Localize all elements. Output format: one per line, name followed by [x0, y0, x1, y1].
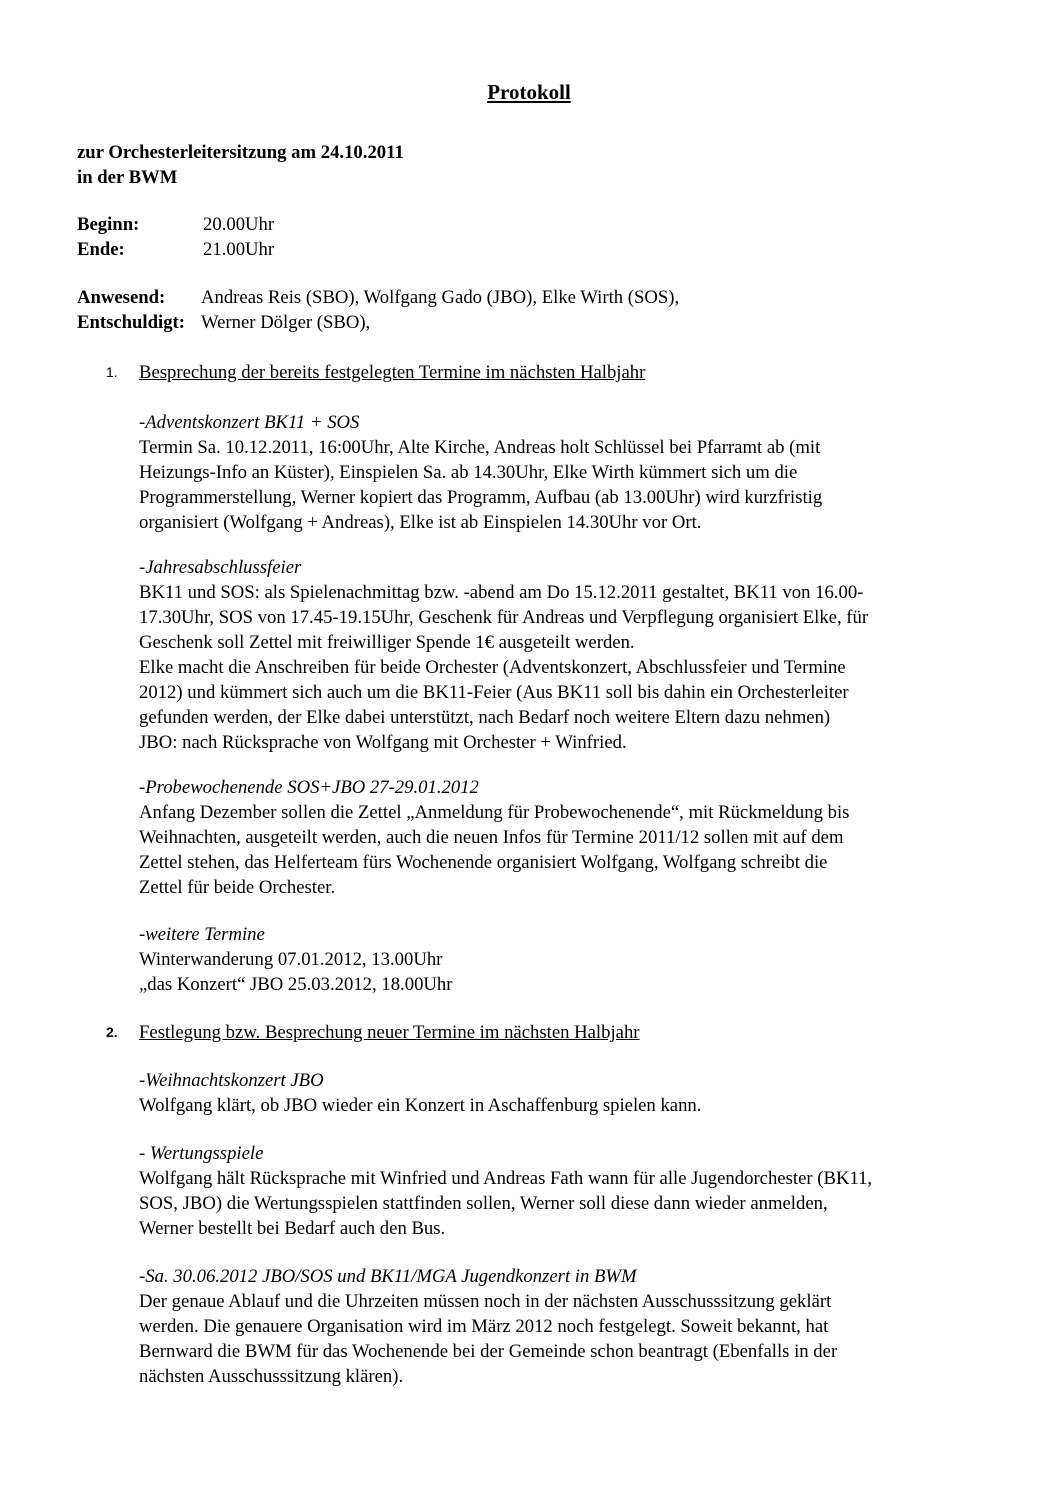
present-row [77, 285, 679, 310]
end-row [77, 237, 274, 262]
item-subtitle: - Wertungsspiele [139, 1143, 264, 1164]
section-1-heading [106, 360, 645, 385]
item-subtitle: -Jahresabschlussfeier [139, 557, 302, 578]
section-2-title: Festlegung bzw. Besprechung neuer Termine im nächsten Halbjahr [139, 1022, 640, 1043]
meeting-info [77, 140, 404, 190]
attendance [77, 285, 679, 335]
item-line: Zettel für beide Orchester. [139, 877, 336, 898]
excused-label: Entschuldigt: [77, 312, 186, 333]
begin-row [77, 212, 274, 237]
agenda-item-weitere-termine [139, 922, 999, 997]
agenda-item-adventskonzert [139, 410, 999, 535]
meeting-line-1: zur Orchesterleitersitzung am 24.10.2011 [77, 142, 404, 163]
end-value: 21.00Uhr [203, 239, 275, 260]
item-line: Termin Sa. 10.12.2011, 16:00Uhr, Alte Kirche, Andreas holt Schlüssel bei Pfarramt ab (mit [139, 437, 821, 458]
document-title: Protokoll [487, 80, 571, 104]
item-line: Geschenk soll Zettel mit freiwilliger Spende 1€ ausgeteilt werden. [139, 632, 635, 653]
present-value: Andreas Reis (SBO), Wolfgang Gado (JBO), Elke Wirth (SOS), [201, 287, 680, 308]
end-label: Ende: [77, 239, 125, 260]
agenda-item-jugendkonzert [139, 1264, 999, 1389]
meeting-line-2: in der BWM [77, 167, 178, 188]
item-line: Anfang Dezember sollen die Zettel „Anmeldung für Probewochenende“, mit Rückmeldung bis [139, 802, 850, 823]
item-line: Heizungs-Info an Küster), Einspielen Sa. ab 14.30Uhr, Elke Wirth kümmert sich um die [139, 462, 798, 483]
item-line: werden. Die genauere Organisation wird im März 2012 noch festgelegt. Soweit bekannt, hat [139, 1316, 829, 1337]
item-line: 2012) und kümmert sich auch um die BK11-Feier (Aus BK11 soll bis dahin ein Orchesterleiter [139, 682, 849, 703]
present-label: Anwesend: [77, 287, 166, 308]
section-2-number: 2. [106, 1024, 118, 1040]
item-line: Wolfgang hält Rücksprache mit Winfried und Andreas Fath wann für alle Jugendorchester (BK11, [139, 1168, 873, 1189]
item-line: „das Konzert“ JBO 25.03.2012, 18.00Uhr [139, 974, 453, 995]
excused-value: Werner Dölger (SBO), [201, 312, 371, 333]
item-subtitle: -Weihnachtskonzert JBO [139, 1070, 324, 1091]
item-line: Bernward die BWM für das Wochenende bei der Gemeinde schon beantragt (Ebenfalls in der [139, 1341, 838, 1362]
begin-value: 20.00Uhr [203, 214, 275, 235]
item-line: organisiert (Wolfgang + Andreas), Elke ist ab Einspielen 14.30Uhr vor Ort. [139, 512, 702, 533]
item-line: SOS, JBO) die Wertungsspielen stattfinden sollen, Werner soll diese dann wieder anmelden, [139, 1193, 828, 1214]
item-line: gefunden werden, der Elke dabei unterstützt, nach Bedarf noch weitere Eltern dazu nehmen) [139, 707, 831, 728]
meeting-times [77, 212, 274, 262]
agenda-item-probewochenende [139, 775, 999, 900]
item-subtitle: -weitere Termine [139, 924, 265, 945]
item-line: Werner bestellt bei Bedarf auch den Bus. [139, 1218, 446, 1239]
item-line: Wolfgang klärt, ob JBO wieder ein Konzert in Aschaffenburg spielen kann. [139, 1095, 702, 1116]
excused-row [77, 310, 679, 335]
item-line: nächsten Ausschusssitzung klären). [139, 1366, 404, 1387]
agenda-item-weihnachtskonzert [139, 1068, 999, 1118]
item-line: JBO: nach Rücksprache von Wolfgang mit Orchester + Winfried. [139, 732, 627, 753]
section-1-number: 1. [106, 364, 118, 380]
agenda-item-wertungsspiele [139, 1141, 999, 1241]
agenda-item-jahresabschlussfeier [139, 555, 999, 755]
item-line: Zettel stehen, das Helferteam fürs Wochenende organisiert Wolfgang, Wolfgang schreibt die [139, 852, 828, 873]
item-line: 17.30Uhr, SOS von 17.45-19.15Uhr, Geschenk für Andreas und Verpflegung organisiert Elke, für [139, 607, 869, 628]
item-subtitle: -Probewochenende SOS+JBO 27-29.01.2012 [139, 777, 479, 798]
item-line: BK11 und SOS: als Spielenachmittag bzw. -abend am Do 15.12.2011 gestaltet, BK11 von 16.00- [139, 582, 864, 603]
item-subtitle: -Adventskonzert BK11 + SOS [139, 412, 360, 433]
section-1-title: Besprechung der bereits festgelegten Termine im nächsten Halbjahr [139, 362, 646, 383]
section-2-heading [106, 1020, 640, 1045]
item-subtitle: -Sa. 30.06.2012 JBO/SOS und BK11/MGA Jugendkonzert in BWM [139, 1266, 637, 1287]
begin-label: Beginn: [77, 214, 140, 235]
item-line: Der genaue Ablauf und die Uhrzeiten müssen noch in der nächsten Ausschusssitzung geklärt [139, 1291, 832, 1312]
item-line: Elke macht die Anschreiben für beide Orchester (Adventskonzert, Abschlussfeier und Termine [139, 657, 846, 678]
item-line: Programmerstellung, Werner kopiert das Programm, Aufbau (ab 13.00Uhr) wird kurzfristig [139, 487, 823, 508]
item-line: Weihnachten, ausgeteilt werden, auch die neuen Infos für Termine 2011/12 sollen mit auf dem [139, 827, 844, 848]
item-line: Winterwanderung 07.01.2012, 13.00Uhr [139, 949, 443, 970]
